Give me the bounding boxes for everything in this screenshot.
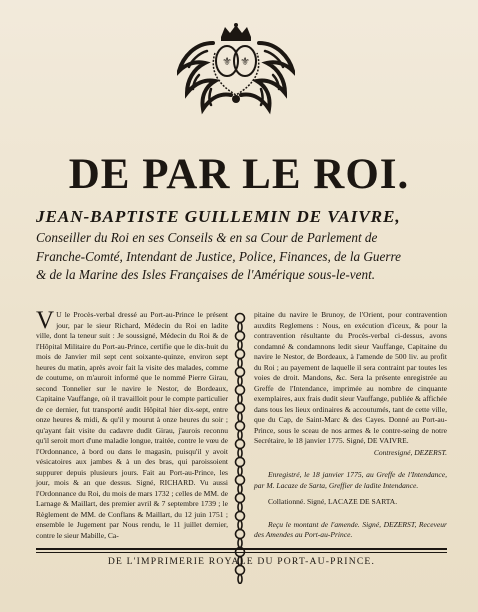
- chain-link: [238, 521, 242, 530]
- chain-link: [238, 467, 242, 476]
- chain-link: [238, 341, 242, 350]
- chain-link: [238, 323, 242, 332]
- chain-column-divider: [233, 312, 247, 584]
- intendant-titles: [36, 229, 456, 285]
- chain-link: [236, 404, 245, 413]
- intro-line: & de la Marine des Isles Françaises de l'Amérique sous-le-vent.: [36, 267, 376, 282]
- chain-link: [238, 395, 242, 404]
- intro-line: Conseiller du Roi en ses Conseils & en sa Cour de Parlement de: [36, 230, 378, 245]
- chain-link: [236, 350, 245, 359]
- chain-link: [238, 503, 242, 512]
- chain-link: [236, 422, 245, 431]
- royal-coat-of-arms-emblem: [177, 23, 295, 115]
- svg-text:⚜: ⚜: [240, 55, 250, 68]
- chain-link: [236, 530, 245, 539]
- footer-rule-thick: [36, 548, 447, 550]
- chain-link: [238, 377, 242, 386]
- drop-cap-letter: V: [36, 307, 55, 334]
- svg-text:⚜: ⚜: [222, 55, 232, 68]
- intro-line: Franche-Comté, Intendant de Justice, Police, Finances, de la Guerre: [36, 248, 401, 264]
- registration-note: Enregistré, le 18 janvier 1775, au Greffe de l'Intendance, par M. Lacaze de Sarta, Greffier de ladite Intendance.: [254, 470, 447, 490]
- chain-link: [238, 359, 242, 368]
- chain-link: [236, 494, 245, 503]
- chain-link: [236, 458, 245, 467]
- body-right-text: pitaine du navire le Brunoy, de l'Orient, pour contravention auxdits Reglemens : Nous, en exécution d'iceux, & pour la contravention résultante du Procès-verbal ci-dessus, avons condamné & condamnons ledit sieur Vauffange, Capitaine du navire le Nestor, de Bordeaux, à l'amende de 500 liv. au profit du Roi ; au payement de laquelle il sera contraint par toutes les voies de droit. Mandons, &c. Sera la présente enregistrée au Greffe de l'Intendance, imprimée au nombre de cinquante exemplaires, aux frais dudit sieur Vauffange, publiée & affichée dans tous les lieux ordinaires & accoutumés, tant de cette ville, que du Cap, de Saint-Marc & des Cayes. Donné au Port-au-Prince, sous le sceau de nos armes & le contre-seing de notre Secrétaire, le 18 janvier 1775. Signé, DE VAIVRE.: [254, 310, 447, 445]
- chain-link: [236, 314, 245, 323]
- body-right-column: [254, 310, 447, 541]
- intendant-name: JEAN-BAPTISTE GUILLEMIN DE VAIVRE,: [36, 207, 401, 226]
- chain-link: [236, 440, 245, 449]
- footer-rule-thin: [36, 552, 447, 553]
- chain-link: [238, 575, 242, 584]
- chain-link: [238, 539, 242, 548]
- chain-link: [238, 431, 242, 440]
- collation-note: Collationné. Signé, LACAZE DE SARTA.: [268, 497, 398, 506]
- proclamation-title: DE PAR LE ROI.: [68, 151, 410, 198]
- chain-link: [236, 386, 245, 395]
- chain-link: [238, 413, 242, 422]
- fine-receipt-note: Reçu le montant de l'amende. Signé, DEZERST, Receveur des Amendes au Port-au-Prince.: [254, 519, 447, 539]
- body-left-text: U le Procès-verbal dressé au Port-au-Prince le présent jour, par le sieur Richard, Médecin du Roi en ladite ville, dont la teneur suit : Je soussigné, Médecin du Roi & de l'Hôpital Militaire du Port-au-Prince, certifie que le dix-huit du mois de Janvier mil sept cent soixante-quinze, environ sept heures du matin, après avoir fait la visite des malades, comme de coutume, on m'auroit informé que le nommé Pierre Girau, second Tonnelier sur le navire le Nestor, de Bordeaux, Capitaine Vauffange, où il travailloit pour le compte particulier de ce dernier, fut transporté audit Hôpital hier dix-sept, entre onze heures & midi, & qu'il y mourut à onze heures du soir ; qu'ayant fait visite du cadavre dudit Girau, j'aurois reconnu qu'il seroit mort d'une maladie longue, traitée, contre le vœu de l'Ordonnance, à bord ou dans le magasin, puisqu'il y avoit vésicatoires aux jambes & à un des bras, qui paroissoient suppurer depuis plusieurs jours. Fait au Port-au-Prince, les jour, mois & an que dessus. Signé, RICHARD. Vu aussi l'Ordonnance du Roi, du mois de mars 1732 ; celles de MM. de Larnage & Maillart, des premier avril & 7 septembre 1739 ; le Règlement de MM. de Conflans & Maillart, du 12 juin 1751 ; ensemble le Jugement par Nous rendu, le 11 juillet dernier, contre le sieur Mabille, Ca-: [36, 310, 228, 540]
- chain-link: [238, 485, 242, 494]
- chain-link: [236, 332, 245, 341]
- printer-imprint: DE L'IMPRIMERIE ROYALE DU PORT-AU-PRINCE.: [107, 556, 376, 567]
- countersignature: Contresigné, DEZERST.: [373, 447, 447, 457]
- chain-link: [236, 476, 245, 485]
- chain-link: [236, 368, 245, 377]
- chain-link: [238, 449, 242, 458]
- body-left-column: [36, 307, 228, 541]
- chain-link: [236, 512, 245, 521]
